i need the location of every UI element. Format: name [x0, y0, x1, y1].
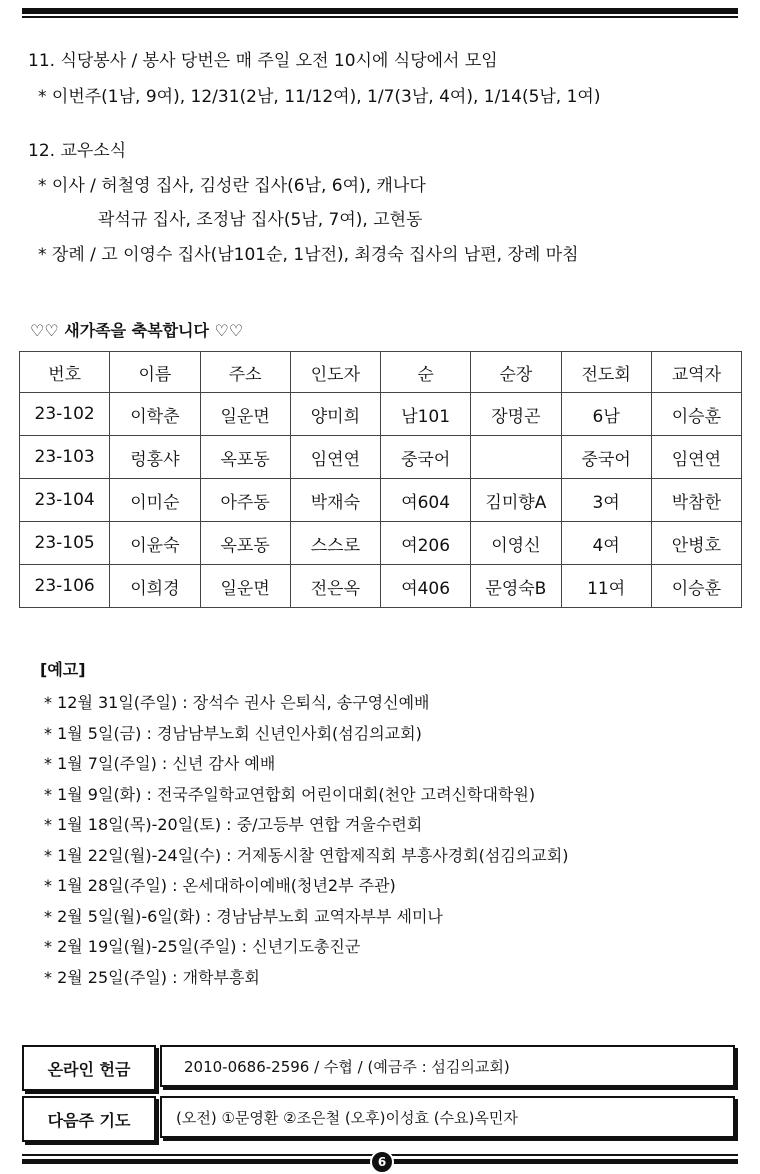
table-cell: 이윤숙	[110, 522, 200, 565]
table-cell: 이희경	[110, 565, 200, 608]
table-cell: 이승훈	[651, 393, 741, 436]
table-row	[20, 479, 742, 522]
list-item: * 12월 31일(주일) : 장석수 권사 은퇴식, 송구영신예배	[44, 693, 430, 712]
table-cell: 여206	[381, 522, 471, 565]
table-cell: 남101	[381, 393, 471, 436]
list-item: * 2월 25일(주일) : 개학부흥회	[44, 967, 260, 987]
section-12-funeral: * 장례 / 고 이영수 집사(남101순, 1남전), 최경숙 집사의 남편, 장례 마침	[38, 245, 579, 265]
col-header: 교역자	[651, 352, 741, 393]
section-11-title: 11. 식당봉사 / 봉사 당번은 매 주일 오전 10시에 식당에서 모임	[28, 51, 498, 71]
table-cell: 이학춘	[110, 393, 200, 436]
table-cell: 옥포동	[200, 522, 290, 565]
table-cell: 4여	[561, 522, 651, 565]
table-cell: 이영신	[471, 522, 561, 565]
col-header: 순	[381, 352, 471, 393]
next-week-prayer-value: (오전) ①문영환 ②조은철 (오후)이성효 (수요)옥민자	[160, 1096, 735, 1138]
table-cell: 일운면	[200, 565, 290, 608]
table-row	[20, 522, 742, 565]
list-item: * 1월 7일(주일) : 신년 감사 예배	[44, 754, 276, 773]
table-cell: 양미희	[290, 393, 380, 436]
table-cell	[471, 436, 561, 479]
table-cell: 이미순	[110, 479, 200, 522]
notice-title: [예고]	[40, 660, 86, 679]
table-cell: 안병호	[651, 522, 741, 565]
table-cell: 박재숙	[290, 479, 380, 522]
table-cell: 23-102	[20, 393, 110, 436]
list-item: * 2월 5일(월)-6일(화) : 경남남부노회 교역자부부 세미나	[44, 906, 443, 926]
table-cell: 김미향A	[471, 479, 561, 522]
list-item: * 1월 18일(목)-20일(토) : 중/고등부 연합 겨울수련회	[44, 815, 423, 834]
col-header: 주소	[200, 352, 290, 393]
section-12-move-line1: * 이사 / 허철영 집사, 김성란 집사(6남, 6여), 캐나다	[38, 176, 426, 196]
section-11-detail: * 이번주(1남, 9여), 12/31(2남, 11/12여), 1/7(3남, 4여), 1/14(5남, 1여)	[38, 87, 601, 107]
new-family-heading: ♡♡ 새가족을 축복합니다 ♡♡	[30, 321, 244, 340]
table-cell: 임연연	[651, 436, 741, 479]
table-header-row	[20, 352, 742, 393]
list-item: * 1월 28일(주일) : 온세대하이예배(청년2부 주관)	[44, 876, 396, 895]
page-number: 6	[370, 1150, 394, 1174]
list-item: * 1월 9일(화) : 전국주일학교연합회 어린이대회(천안 고려신학대학원)	[44, 784, 536, 804]
table-cell: 전은옥	[290, 565, 380, 608]
col-header: 번호	[20, 352, 110, 393]
section-12-move-line2: 곽석규 집사, 조정남 집사(5남, 7여), 고현동	[98, 210, 423, 230]
list-item: * 1월 5일(금) : 경남남부노회 신년인사회(섬김의교회)	[44, 723, 422, 743]
table-cell: 23-103	[20, 436, 110, 479]
table-cell: 박참한	[651, 479, 741, 522]
table-cell: 6남	[561, 393, 651, 436]
section-12-title: 12. 교우소식	[28, 141, 127, 161]
table-cell: 11여	[561, 565, 651, 608]
list-item: * 2월 19일(월)-25일(주일) : 신년기도총진군	[44, 937, 361, 956]
table-cell: 아주동	[200, 479, 290, 522]
col-header: 전도회	[561, 352, 651, 393]
table-row	[20, 565, 742, 608]
table-cell: 중국어	[381, 436, 471, 479]
table-cell: 일운면	[200, 393, 290, 436]
notice-list	[44, 688, 568, 993]
next-week-prayer-label: 다음주 기도	[22, 1096, 156, 1142]
table-cell: 렁홍샤	[110, 436, 200, 479]
top-border	[22, 8, 738, 18]
table-cell: 이승훈	[651, 565, 741, 608]
table-cell: 23-104	[20, 479, 110, 522]
table-cell: 3여	[561, 479, 651, 522]
col-header: 순장	[471, 352, 561, 393]
table-cell: 문영숙B	[471, 565, 561, 608]
col-header: 이름	[110, 352, 200, 393]
table-cell: 23-106	[20, 565, 110, 608]
new-family-table	[19, 351, 742, 608]
table-cell: 여604	[381, 479, 471, 522]
online-offering-value: 2010-0686-2596 / 수협 / (예금주 : 섬김의교회)	[160, 1045, 735, 1087]
table-cell: 스스로	[290, 522, 380, 565]
list-item: * 1월 22일(월)-24일(수) : 거제동시찰 연합제직회 부흥사경회(섬김의교회)	[44, 845, 569, 865]
table-cell: 임연연	[290, 436, 380, 479]
col-header: 인도자	[290, 352, 380, 393]
table-cell: 23-105	[20, 522, 110, 565]
table-cell: 여406	[381, 565, 471, 608]
online-offering-label: 온라인 헌금	[22, 1045, 156, 1091]
table-cell: 장명곤	[471, 393, 561, 436]
table-cell: 옥포동	[200, 436, 290, 479]
table-row	[20, 436, 742, 479]
table-cell: 중국어	[561, 436, 651, 479]
table-row	[20, 393, 742, 436]
